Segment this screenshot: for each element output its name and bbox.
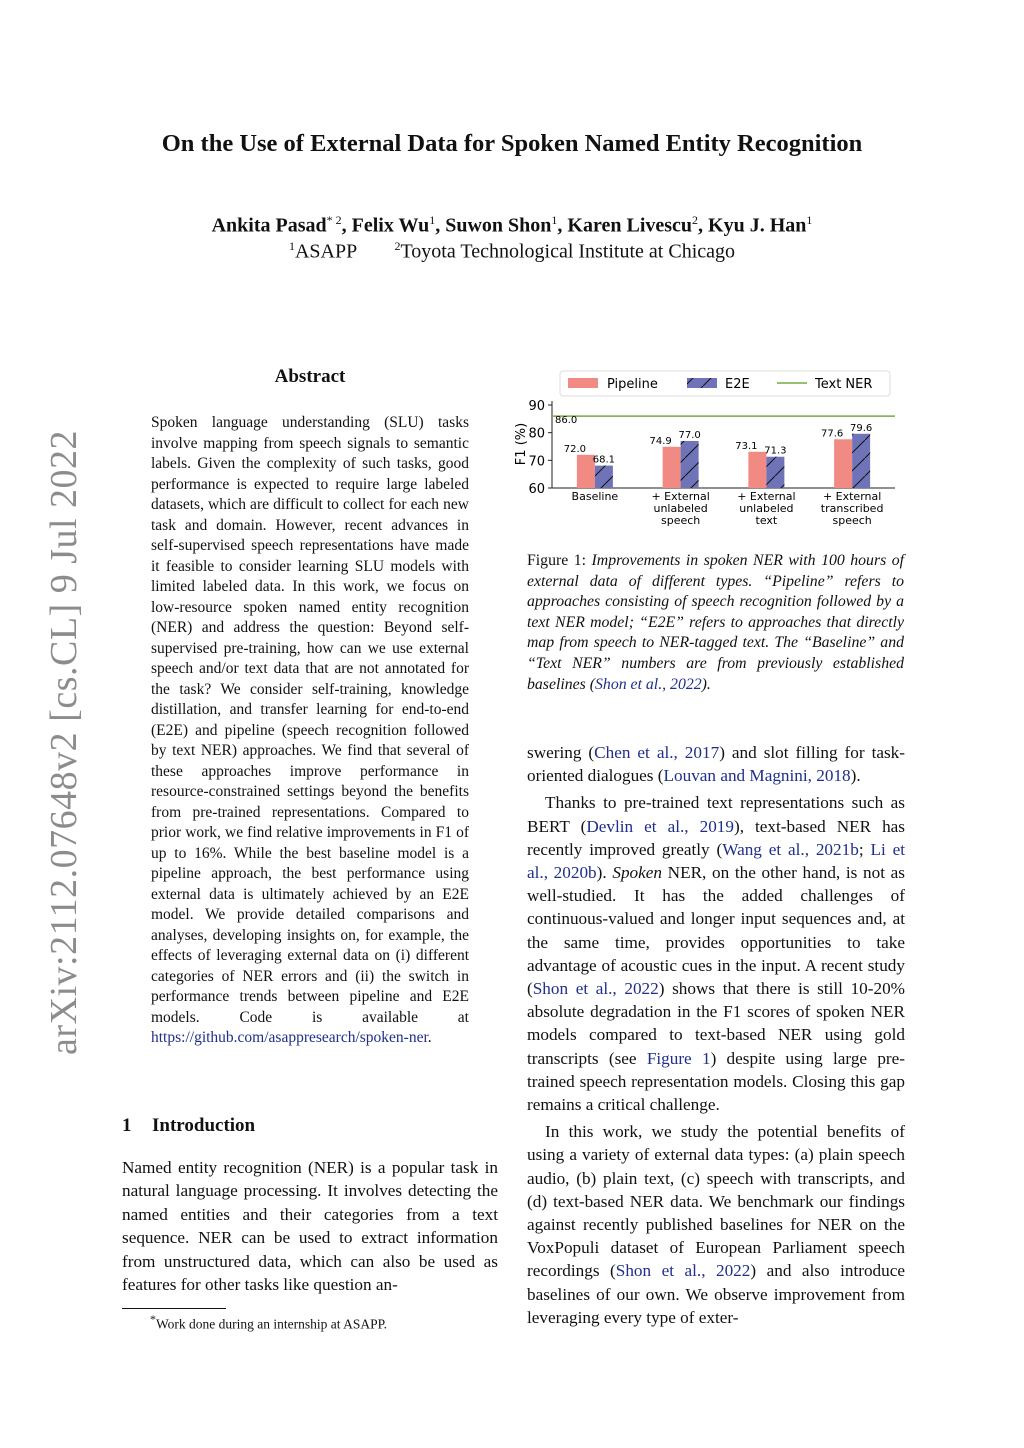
section-number: 1 <box>122 1115 132 1136</box>
author-name: Suwon Shon <box>445 214 552 237</box>
y-axis-label: F1 (%) <box>514 422 529 466</box>
x-tick-label: transcribed <box>820 502 884 515</box>
bar-hatch-e2e <box>681 441 699 488</box>
author-name: Karen Livescu <box>567 214 693 237</box>
footnote-text: Work done during an internship at ASAPP. <box>156 1316 388 1332</box>
author-mark: 1 <box>806 213 813 227</box>
footnote <box>150 1312 387 1333</box>
caption-label: Figure 1: <box>527 552 587 569</box>
legend-label-text-ner: Text NER <box>815 377 873 392</box>
bar-value-label: 73.1 <box>735 440 758 452</box>
x-tick-label: + External <box>737 490 796 503</box>
affiliation-name: Toyota Technological Institute at Chicago <box>400 240 736 263</box>
y-tick-label: 80 <box>528 426 545 442</box>
abstract-text: Spoken language understanding (SLU) tasks involve mapping from speech signals to semantic labels. Given the complexity of such tasks, good performance is expected to require large labeled datasets, which are difficult to collect for each new task and domain. However, recent advances in self-supervised speech representations have made it feasible to consider learning SLU models with limited labeled data. In this work, we focus on low-resource spoken named entity recognition (NER) and address the question: Beyond self-supervised pre-training, how can we use external speech and/or text data that are not annotated for the task? We consider self-training, knowledge distillation, and transfer learning for end-to-end (E2E) and pipeline (speech recognition followed by text NER) approaches. We find that several of these approaches improve performance in resource-constrained settings beyond the benefits from pre-trained representations. Compared to prior work, we find relative improvements in F1 of up to 16%. While the best baseline model is a pipeline approach, the best performance using external data is ultimately achieved by an E2E model. We provide detailed comparisons and analyses, developing insights on, for example, the effects of leveraging external data on (i) different categories of NER errors and (ii) the switch in performance trends between pipeline and E2E models. Code is available at <box>151 414 469 1026</box>
author-name: Ankita Pasad <box>211 214 327 237</box>
x-tick-label: unlabeled <box>739 502 794 515</box>
paragraph: swering (Chen et al., 2017) and slot filling for task-oriented dialogues (Louvan and Magnini, 2018). <box>527 743 905 786</box>
section-heading <box>122 1115 255 1137</box>
bar-value-label: 71.3 <box>764 445 787 457</box>
affiliation-mark: 2 <box>394 239 401 253</box>
x-tick-label: speech <box>660 514 701 527</box>
legend-label-e2e: E2E <box>725 377 750 392</box>
legend-swatch-pipeline <box>568 378 598 388</box>
author-mark: 1 <box>551 213 558 227</box>
y-tick-label: 60 <box>528 482 545 497</box>
x-tick-label: Baseline <box>571 490 619 503</box>
author-mark: 1 <box>429 213 436 227</box>
chart-legend <box>560 371 890 396</box>
code-link[interactable]: https://github.com/asappresearch/spoken-ner <box>151 1029 428 1046</box>
paper-title: On the Use of External Data for Spoken Named Entity Recognition <box>161 130 863 157</box>
y-tick-label: 90 <box>528 399 545 414</box>
author-list: Ankita Pasad$^{* 2}$, Felix Wu$^1$, Suwon Shon$^1$, Karen Livescu$^2$, Kyu J. Han$^1$ <box>211 213 813 237</box>
x-tick-label: + External <box>822 490 882 503</box>
bar-hatch-e2e <box>595 466 613 488</box>
author-name: Felix Wu <box>351 214 430 237</box>
bar-value-label: 72.0 <box>563 443 587 455</box>
caption-end: ). <box>701 675 711 693</box>
citation-link[interactable]: Devlin et al., 2019 <box>586 816 734 836</box>
abstract-end: . <box>427 1029 432 1046</box>
affiliation-mark: 1 <box>288 239 295 253</box>
bar-pipeline <box>663 447 681 488</box>
x-tick-label: + External <box>651 490 710 503</box>
abstract-heading: Abstract <box>274 366 346 387</box>
legend-swatch-e2e-hatch <box>687 378 717 388</box>
bar-value-label: 74.9 <box>649 435 672 447</box>
paragraph: Thanks to pre-trained text representations such as BERT (Devlin et al., 2019), text-based NER has recently improved greatly (Wang et al., 2021b; Li et al., 2020b). Spoken NER, on the other hand, is not as well-studied. It has the added challenges of continuous-valued and longer input sequences and, at the same time, provides opportunities to take advantage of acoustic cues in the input. A recent study (Shon et al., 2022) shows that there is still 10-20% absolute degradation in the F1 scores of spoken NER models compared to text-based NER using gold transcripts (see Figure 1) despite using large pre-trained speech representation models. Closing this gap remains a critical challenge. <box>527 793 906 1115</box>
citation-link[interactable]: Shon et al., 2022 <box>615 1261 751 1281</box>
x-tick-label: text <box>755 514 778 527</box>
section-title: Introduction <box>152 1115 256 1136</box>
abstract-body <box>151 413 469 1049</box>
x-tick-label: speech <box>832 514 872 527</box>
caption-text: Improvements in spoken NER with 100 hours of external data of different types. “Pipeline” refers to approaches consisting of speech recognition followed by a text NER model; “E2E” refers to approaches that directly map from speech to NER-tagged text. The “Baseline” and “Text NER” numbers are from previously established baselines ( <box>527 552 905 693</box>
footnote-mark: * <box>150 1312 156 1326</box>
paragraph: In this work, we study the potential benefits of using a variety of external data types: (a) plain speech audio, (b) plain text, (c) speech with transcripts, and (d) text-based NER data. We benchmark our findings against recently published baselines for NER on the VoxPopuli dataset of European Parliament speech recordings (Shon et al., 2022) and also introduce baselines of our own. We observe improvement from leveraging every type of exter- <box>527 1122 905 1327</box>
figure-caption <box>527 551 904 695</box>
bar-value-label: 79.6 <box>849 422 873 434</box>
citation-link[interactable]: Li et al., 2020b <box>527 839 905 883</box>
citation-link[interactable]: Chen et al., 2017 <box>594 743 720 762</box>
bar-value-label: 68.1 <box>592 454 616 466</box>
figure-reference-link[interactable]: Figure 1 <box>646 1048 711 1068</box>
citation-link[interactable]: Louvan and Magnini, 2018 <box>663 766 851 786</box>
plot-area <box>528 399 895 527</box>
affiliation-name: ASAPP <box>294 240 357 263</box>
text-ner-value-label: 86.0 <box>555 415 578 427</box>
bar-pipeline <box>834 439 852 488</box>
figure-1-chart <box>505 368 905 528</box>
caption-citation[interactable]: Shon et al., 2022 <box>595 675 702 693</box>
introduction-text: Named entity recognition (NER) is a popular task in natural language processing. It involves detecting the named entities and their categories from a text sequence. NER can be used to extract information from unstructured data, which can also be used as features for other tasks like question an- <box>122 1158 498 1295</box>
citation-link[interactable]: Shon et al., 2022 <box>532 979 659 999</box>
legend-label-pipeline: Pipeline <box>607 377 658 392</box>
footnote-rule <box>122 1308 226 1309</box>
author-mark: * 2 <box>326 213 342 227</box>
citation-link[interactable]: Wang et al., 2021b <box>722 839 859 859</box>
bar-pipeline <box>748 452 766 488</box>
right-column-text <box>527 741 905 1333</box>
y-tick-label: 70 <box>528 454 545 470</box>
bar-value-label: 77.6 <box>820 428 844 440</box>
author-name: Kyu J. Han <box>708 214 807 237</box>
bar-value-label: 77.0 <box>678 429 701 441</box>
author-mark: 2 <box>692 213 699 227</box>
affiliations <box>0 239 1024 264</box>
arxiv-identifier: arXiv:2112.07648v2 [cs.CL] 9 Jul 2022 <box>43 429 85 1055</box>
bar-hatch-e2e <box>766 457 784 488</box>
x-tick-label: unlabeled <box>653 502 708 515</box>
bar-hatch-e2e <box>852 434 870 488</box>
